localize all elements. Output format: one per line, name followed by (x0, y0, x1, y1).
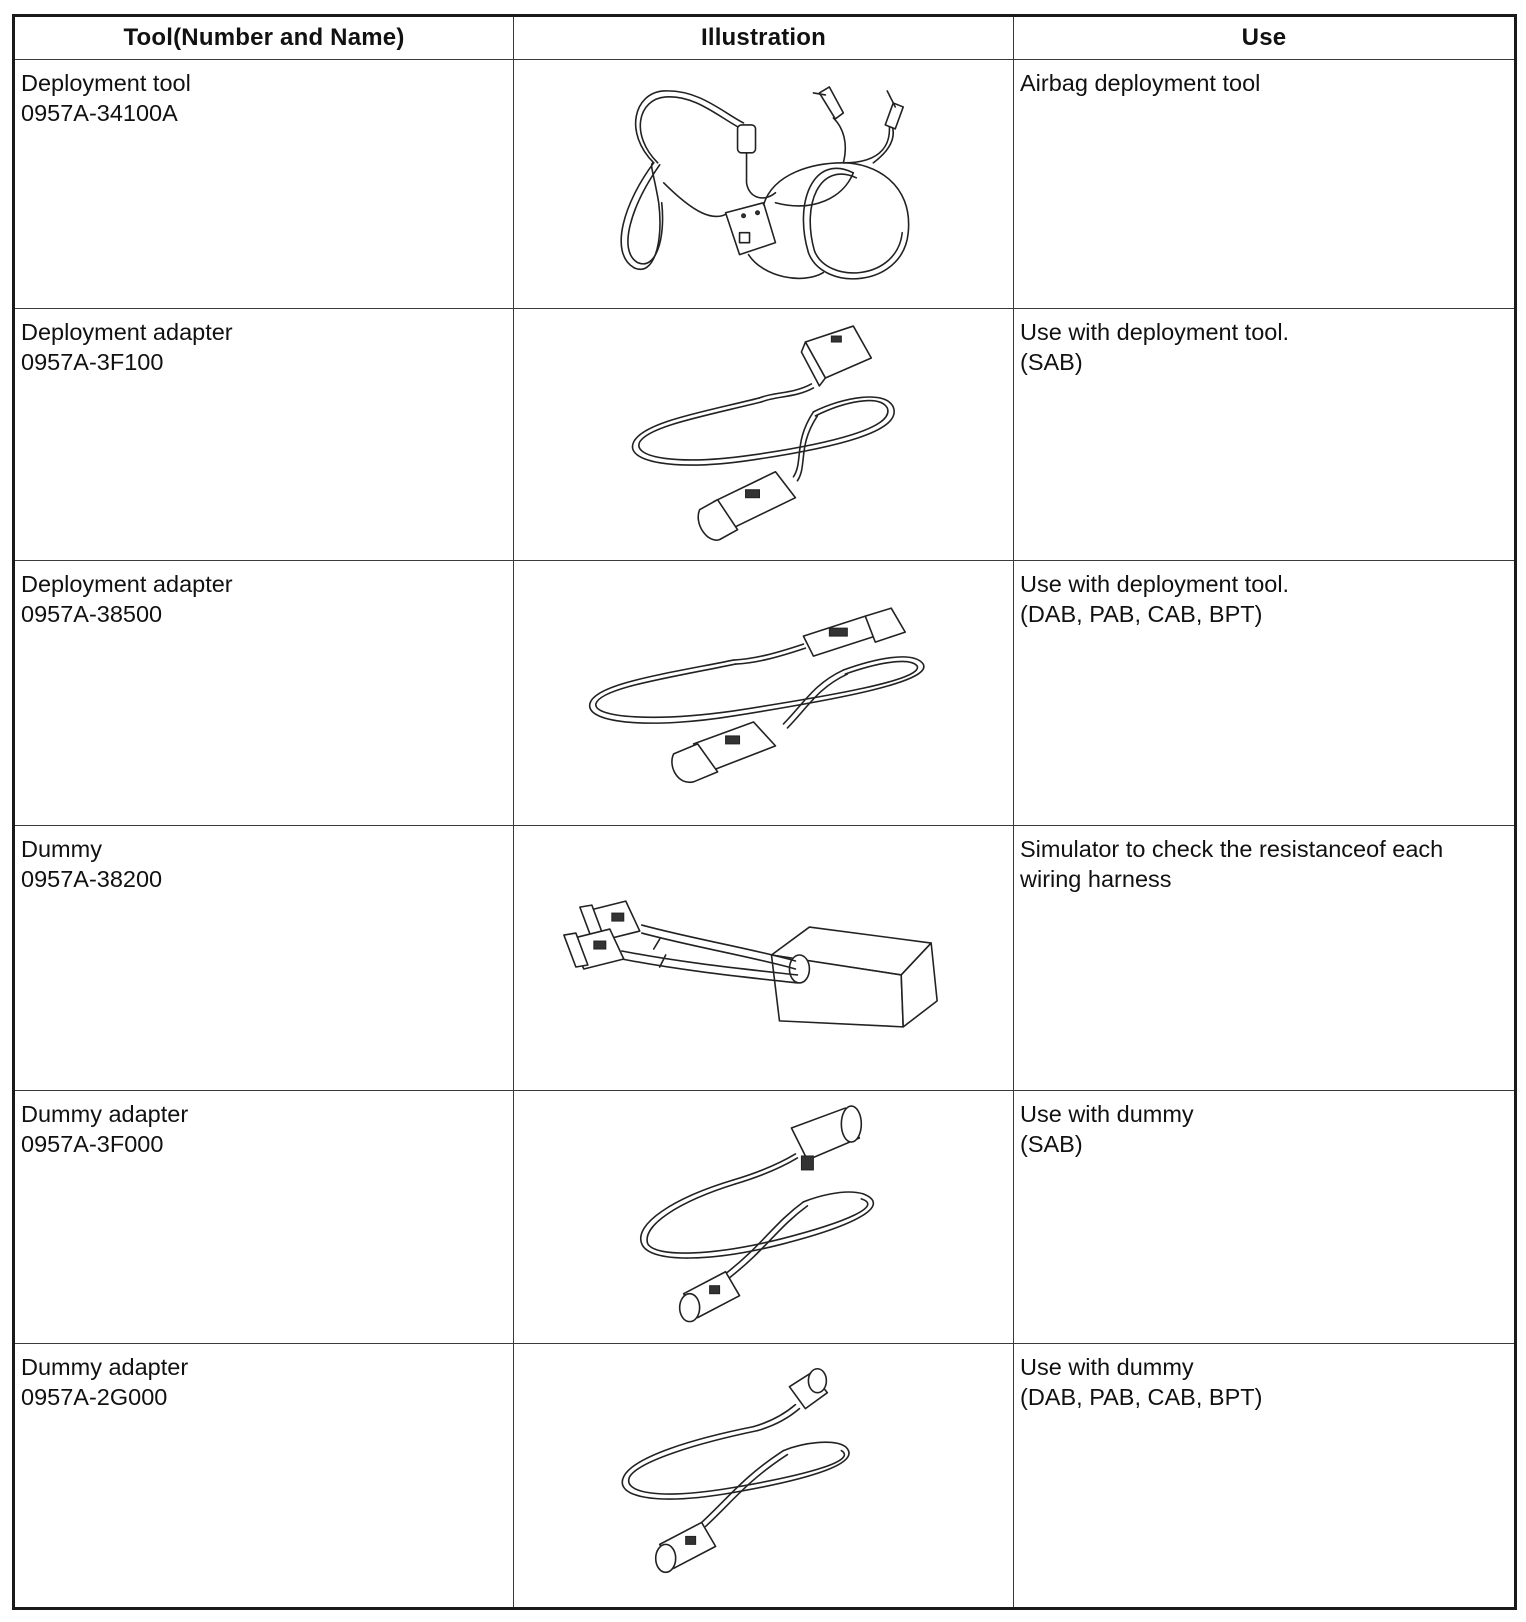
deployment-adapter-cable-icon (514, 309, 1013, 561)
tool-number: 0957A-3F000 (21, 1131, 164, 1158)
tool-name: Dummy adapter (21, 1353, 189, 1380)
use-line: wiring harness (1020, 866, 1172, 893)
dummy-adapter-cable-icon (514, 1091, 1013, 1343)
dummy-adapter-cable-icon (514, 1344, 1013, 1607)
use-cell (1014, 308, 1516, 561)
tool-name: Deployment adapter (21, 318, 233, 345)
illustration-cell (514, 1343, 1014, 1608)
table-row (14, 60, 1516, 309)
tool-number: 0957A-38500 (21, 601, 163, 628)
use-line: (DAB, PAB, CAB, BPT) (1020, 1383, 1263, 1410)
tool-name: Dummy adapter (21, 1101, 189, 1128)
use-line: Use with deployment tool. (1020, 571, 1290, 598)
use-line: Use with dummy (1020, 1353, 1194, 1380)
use-line: Use with deployment tool. (1020, 318, 1290, 345)
use-line: Airbag deployment tool (1020, 70, 1261, 96)
tool-cell (14, 1091, 514, 1344)
illustration-cell (514, 561, 1014, 826)
table-row (14, 826, 1516, 1091)
deployment-tool-harness-with-clips-icon (514, 60, 1013, 308)
tool-cell (14, 826, 514, 1091)
tool-cell (14, 308, 514, 561)
use-line: Use with dummy (1020, 1101, 1194, 1128)
table-row (14, 1343, 1516, 1608)
dummy-resistor-box-icon (514, 826, 1013, 1090)
header-use: Use (1014, 16, 1516, 60)
use-line: (DAB, PAB, CAB, BPT) (1020, 601, 1263, 628)
tool-number: 0957A-2G000 (21, 1383, 168, 1410)
tool-cell (14, 1343, 514, 1608)
header-illustration: Illustration (514, 16, 1014, 60)
tool-name: Deployment adapter (21, 571, 233, 598)
use-cell (1014, 1091, 1516, 1344)
use-line: Simulator to check the resistanceof each (1020, 836, 1444, 863)
illustration-cell (514, 308, 1014, 561)
tool-number: 0957A-38200 (21, 866, 163, 893)
special-tools-table (12, 14, 1517, 1610)
table-row (14, 308, 1516, 561)
header-tool: Tool(Number and Name) (14, 16, 514, 60)
table-header-row (14, 16, 1516, 60)
table-row (14, 1091, 1516, 1344)
use-cell (1014, 826, 1516, 1091)
use-cell (1014, 1343, 1516, 1608)
deployment-adapter-cable-icon (514, 561, 1013, 825)
tool-name: Deployment tool (21, 70, 191, 96)
use-line: (SAB) (1020, 1131, 1083, 1158)
use-cell (1014, 60, 1516, 309)
tool-number: 0957A-3F100 (21, 348, 164, 375)
illustration-cell (514, 1091, 1014, 1344)
use-line: (SAB) (1020, 348, 1083, 375)
tool-number: 0957A-34100A (21, 100, 178, 126)
tool-name: Dummy (21, 836, 102, 863)
illustration-cell (514, 60, 1014, 309)
use-cell (1014, 561, 1516, 826)
illustration-cell (514, 826, 1014, 1091)
tool-cell (14, 60, 514, 309)
tool-cell (14, 561, 514, 826)
table-row (14, 561, 1516, 826)
